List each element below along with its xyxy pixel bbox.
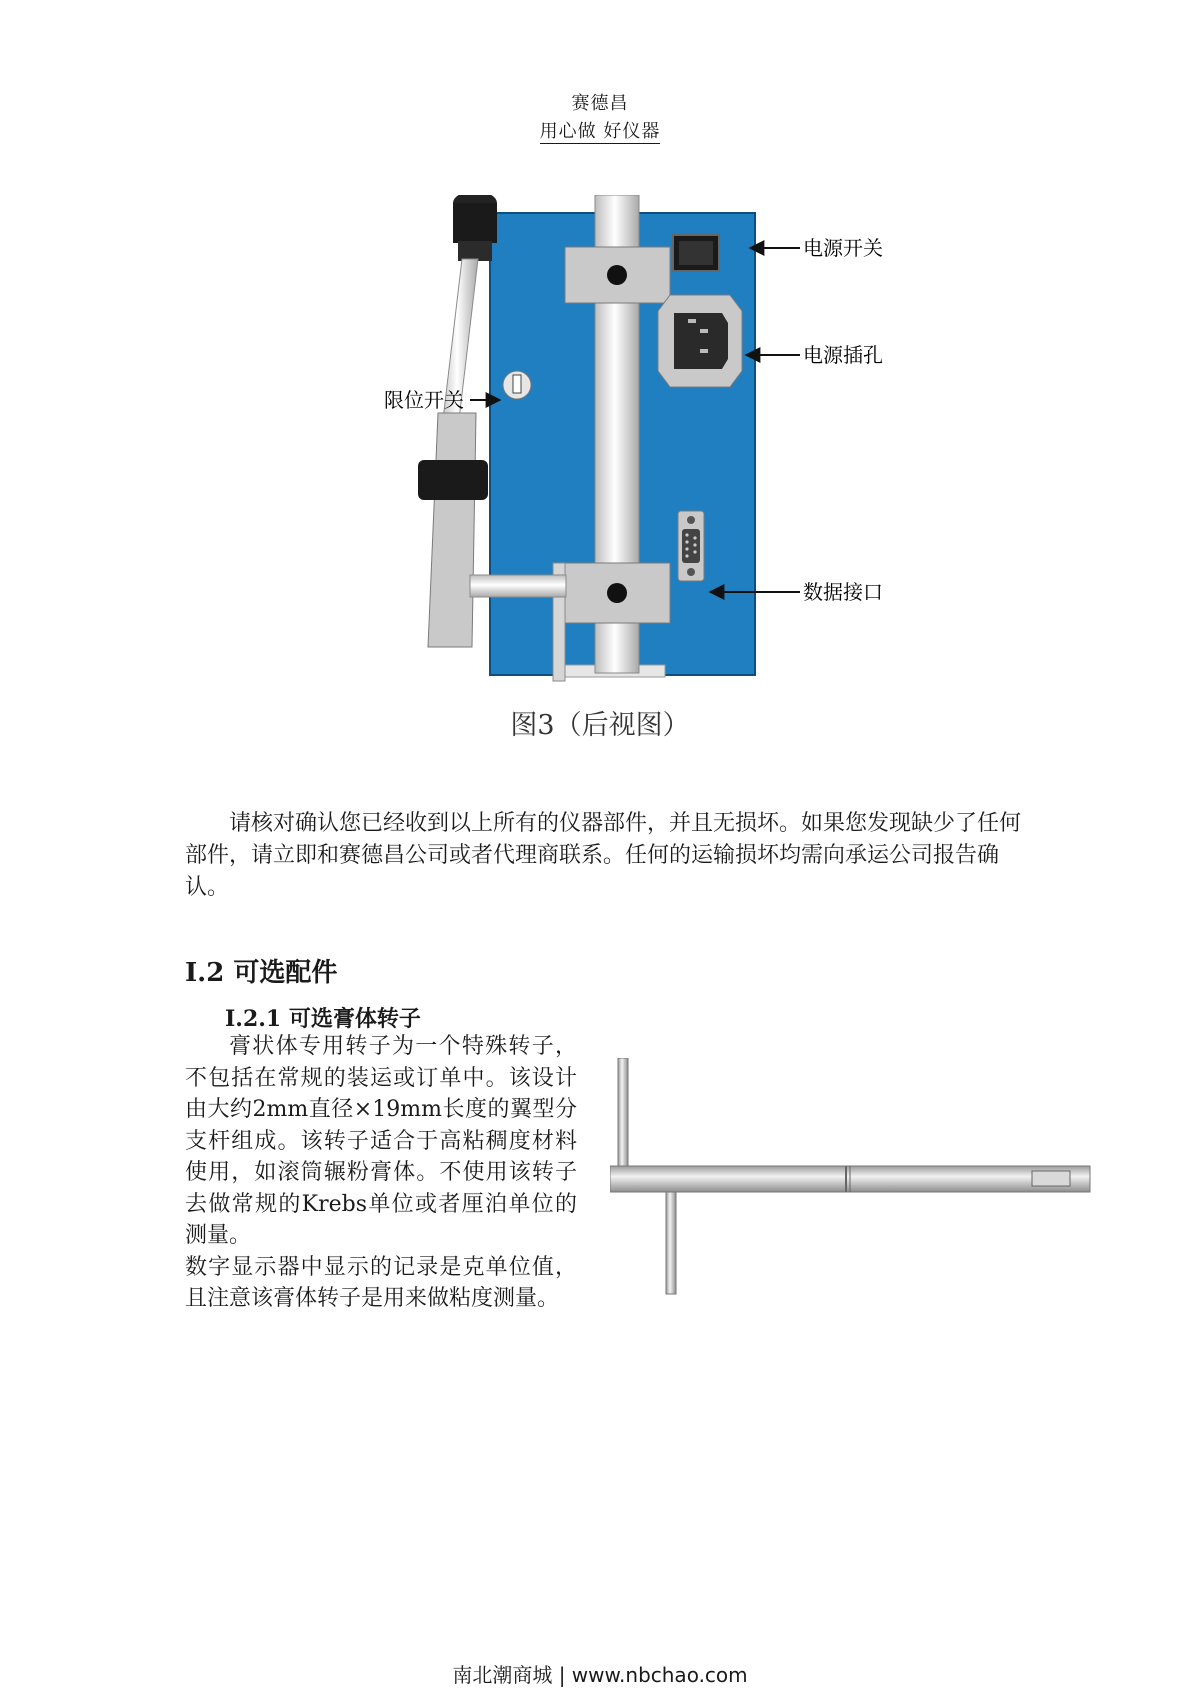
body-paragraph: 请核对确认您已经收到以上所有的仪器部件，并且无损坏。如果您发现缺少了任何部件，请立即和赛德昌公司或者代理商联系。任何的运输损坏均需向承运公司报告确认。 <box>185 811 1022 900</box>
subsection-heading: I.2.1 可选膏体转子 <box>225 1006 421 1032</box>
callout-power-switch: 电源开关 <box>803 236 883 260</box>
header-slogan: 用心做 好仪器 <box>539 121 661 142</box>
figure-caption: 图3（后视图） <box>510 710 690 741</box>
spindle-text-2: 数字显示器中显示的记录是克单位值，且注意该膏体转子是用来做粘度测量。 <box>185 1254 577 1311</box>
footer-watermark: 南北潮商城 | www.nbchao.com <box>452 1663 748 1687</box>
section-heading: I.2 可选配件 <box>185 958 338 988</box>
handle-plate <box>428 413 476 647</box>
paste-spindle-illustration <box>610 1058 1095 1298</box>
callout-data-port: 数据接口 <box>803 580 883 604</box>
black-knob-icon <box>453 203 497 243</box>
spindle-text-1: 膏状体专用转子为一个特殊转子，不包括在常规的装运或订单中。该设计由大约2mm直径×19mm长度的翼型分支杆组成。该转子适合于高粘稠度材料使用，如滚筒辗粉膏体。不使用该转子去做常规的Krebs单位或者厘泊单位的测量。 <box>185 1034 577 1248</box>
figure-3-rear-view <box>370 195 890 685</box>
header-company: 赛德昌 <box>571 93 629 114</box>
callout-limit-switch: 限位开关 <box>384 388 464 412</box>
spindle-description <box>185 1031 577 1315</box>
callout-power-socket: 电源插孔 <box>803 343 883 367</box>
